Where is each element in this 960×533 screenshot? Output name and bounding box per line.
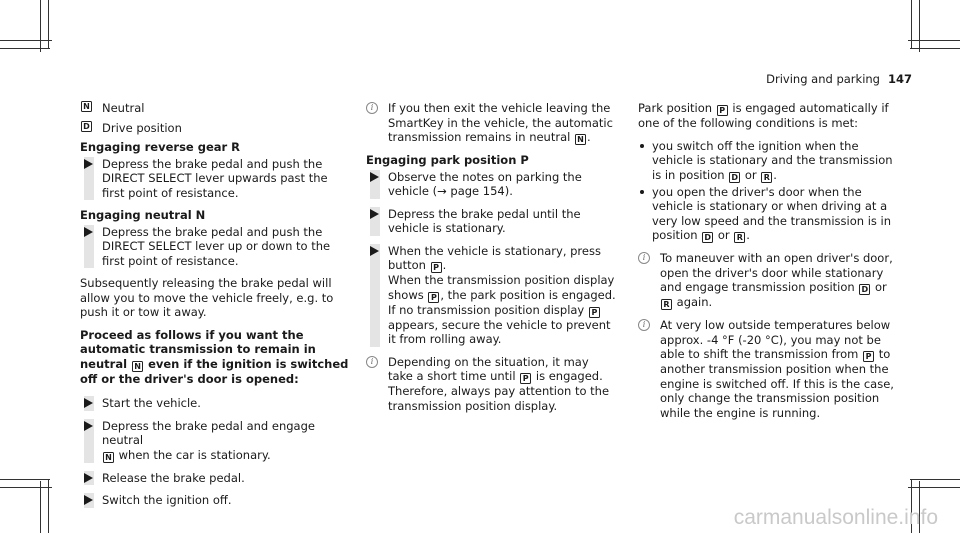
info-note: i At very low outside temperatures below approx. -4 °F (-20 °C), you may not be able to shift the transmission from P to another transmission position when the engine is switched off. If this is the case, only change the transmission position while the engine is running. [638,318,898,420]
crop-mark [0,48,50,49]
step: When the vehicle is stationary, press button P . When the transmission position display shows P , the park position is engaged. If no transmission position display P appears, secure the vehicle to prevent it from rolling away. [366,244,616,347]
key-p-icon: P [717,105,728,116]
arrow-icon [84,421,93,431]
heading-auto-neutral: Proceed as follows if you want the automatic transmission to remain in neutral N even if the ignition is switched off or the driver's door is opened: [80,327,349,386]
key-n-icon: N [81,101,92,112]
paragraph: Park position P is engaged automatically if one of the following conditions is met: [638,101,889,130]
page-number: 147 [887,72,912,86]
step: Switch the ignition off. [80,493,350,508]
heading-reverse: Engaging reverse gear R [80,140,241,154]
info-note: i To maneuver with an open driver's door, open the driver's door while stationary and engage transmission position D or R again. [638,251,898,310]
key-n-icon: N [575,134,586,145]
key-p-icon: P [863,351,874,362]
crop-mark [910,479,960,480]
key-n-icon: N [103,452,114,463]
key-p-icon: P [520,373,531,384]
key-p-icon: P [428,292,439,303]
key-d-icon: D [81,121,92,132]
crop-mark [40,0,41,52]
paragraph: Subsequently releasing the brake pedal will allow you to move the vehicle freely, e.g. to push it or tow it away. [80,276,334,319]
page-header [766,72,912,87]
arrow-icon [84,227,93,237]
key-p-icon: P [589,307,600,318]
crop-mark [910,48,960,49]
arrow-icon [84,495,93,505]
crop-mark [0,479,50,480]
key-r-icon: R [761,172,772,183]
info-note: i Depending on the situation, it may take a short time until P is engaged. Therefore, always pay attention to the transmission position display. [366,355,616,414]
arrow-icon [370,246,379,256]
step: Release the brake pedal. [80,471,350,486]
key-d-icon: D [859,284,870,295]
crop-mark [48,0,49,48]
arrow-icon [84,473,93,483]
arrow-icon [370,172,379,182]
step: Start the vehicle. [80,396,350,411]
info-icon: i [638,252,650,264]
crop-mark [919,0,920,52]
key-n-icon: N [132,361,143,372]
arrow-icon [370,209,379,219]
column-middle [366,101,616,421]
key-r-icon: R [734,232,745,243]
list-item: you open the driver's door when the vehicle is stationary or when driving at a very low speed and the transmission is in position D or R . [638,185,898,244]
heading-neutral: Engaging neutral N [80,208,206,222]
crop-mark [48,480,49,533]
info-icon: i [366,102,378,114]
definition-drive: D Drive position [80,121,350,136]
heading-park: Engaging park position P [366,153,529,167]
info-icon: i [366,356,378,368]
watermark: carmanualsonline.info [733,505,938,529]
column-left [80,101,350,516]
step: Depress the brake pedal and engage neutral N when the car is stationary. [80,419,350,463]
crop-mark [911,0,912,48]
crop-mark [0,487,52,488]
arrow-icon [84,159,93,169]
list-item: you switch off the ignition when the vehicle is stationary and the transmission is in position D or R . [638,139,898,183]
crop-mark [40,481,41,533]
step: Depress the brake pedal and push the DIRECT SELECT lever up or down to the first point of resistance. [80,225,350,269]
page-ref-link[interactable]: page 154). [450,184,513,198]
crop-mark [0,40,52,41]
step: Observe the notes on parking the vehicle (→ page 154). [366,170,616,199]
key-r-icon: R [661,299,672,310]
section-title: Driving and parking [766,72,880,86]
page-ref-arrow: → [437,184,447,198]
definition-neutral: N Neutral [80,101,350,116]
key-d-icon: D [702,232,713,243]
key-d-icon: D [729,172,740,183]
crop-mark [908,40,960,41]
step: Depress the brake pedal and push the DIRECT SELECT lever upwards past the first point of resistance. [80,157,350,201]
info-note: i If you then exit the vehicle leaving the SmartKey in the vehicle, the automatic transmission remains in neutral N . [366,101,616,145]
info-icon: i [638,319,650,331]
key-p-icon: P [431,262,442,273]
column-right [638,101,898,428]
arrow-icon [84,398,93,408]
crop-mark [908,487,960,488]
step: Depress the brake pedal until the vehicle is stationary. [366,207,616,236]
